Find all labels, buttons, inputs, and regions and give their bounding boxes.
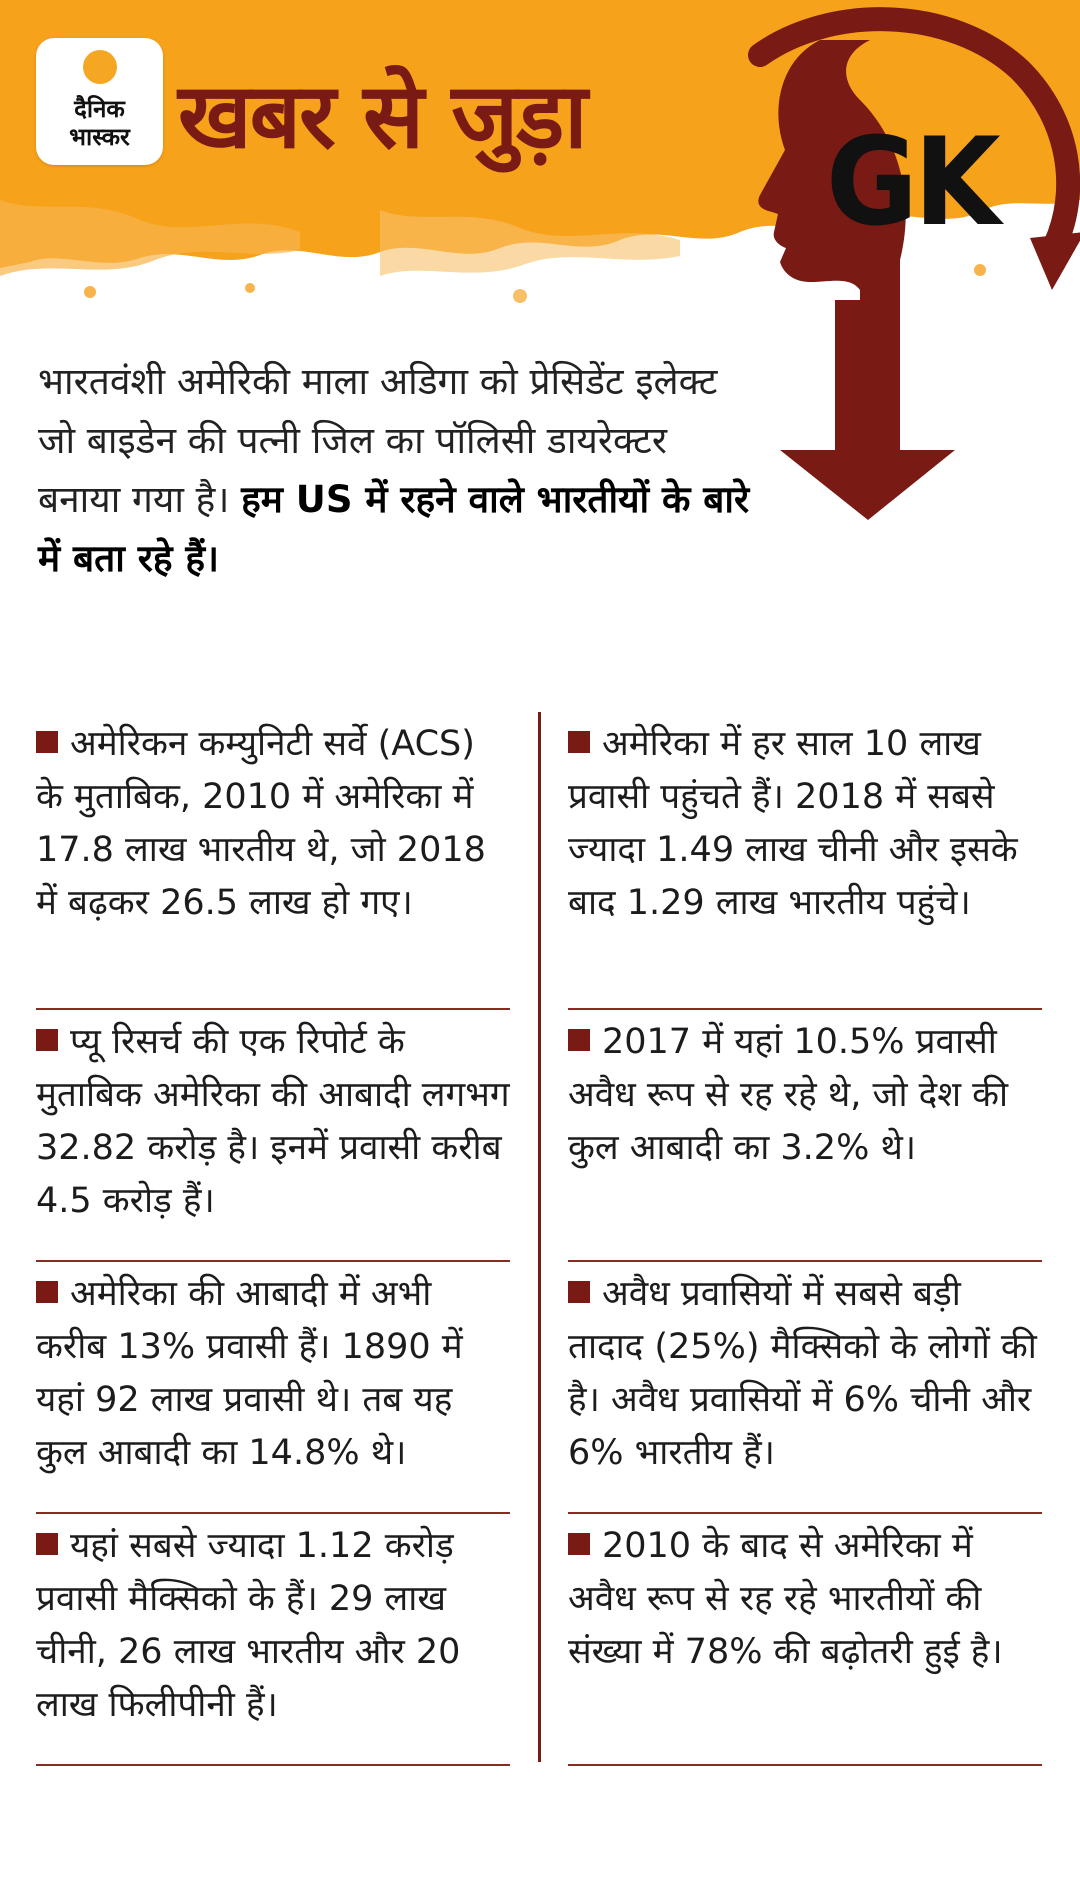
intro-paragraph <box>38 352 758 588</box>
list-item <box>36 1010 510 1262</box>
square-bullet-icon <box>36 1533 58 1555</box>
square-bullet-icon <box>568 1029 590 1051</box>
logo-line-2: भास्कर <box>69 123 130 151</box>
square-bullet-icon <box>568 1281 590 1303</box>
list-item <box>36 712 510 1010</box>
intro-bold-text: हम US में रहने वाले भारतीयों के बारे में बता रहे हैं। <box>38 478 750 580</box>
square-bullet-icon <box>36 1281 58 1303</box>
square-bullet-icon <box>36 1029 58 1051</box>
square-bullet-icon <box>568 731 590 753</box>
page-title: खबर से जुड़ा <box>178 64 586 169</box>
list-item <box>568 1514 1042 1766</box>
sun-icon <box>83 50 117 84</box>
item-text: 2017 में यहां 10.5% प्रवासी अवैध रूप से रह रहे थे, जो देश की कुल आबादी का 3.2% थे। <box>568 1022 1009 1168</box>
item-text: अमेरिकन कम्युनिटी सर्वे (ACS) के मुताबिक, 2010 में अमेरिका में 17.8 लाख भारतीय थे, जो 2018 में बढ़कर 26.5 लाख हो गए। <box>36 724 486 923</box>
logo-line-1: दैनिक <box>74 95 125 123</box>
list-item <box>568 1262 1042 1514</box>
item-text: अमेरिका की आबादी में अभी करीब 13% प्रवासी हैं। 1890 में यहां 92 लाख प्रवासी थे। तब यह कुल आबादी का 14.8% थे। <box>36 1274 463 1473</box>
list-item <box>568 1010 1042 1262</box>
square-bullet-icon <box>568 1533 590 1555</box>
list-item <box>568 712 1042 1010</box>
column-divider <box>538 712 541 1762</box>
right-column <box>568 712 1042 1766</box>
brand-logo[interactable] <box>36 38 163 165</box>
intro-text: भारतवंशी अमेरिकी माला अडिगा को प्रेसिडेंट इलेक्ट जो बाइडेन की पत्नी जिल का पॉलिसी डायरेक्टर बनाया गया है। <box>38 360 718 521</box>
item-text: 2010 के बाद से अमेरिका में अवैध रूप से रह रहे भारतीयों की संख्या में 78% की बढ़ोतरी हुई है। <box>568 1526 1003 1672</box>
item-text: प्यू रिसर्च की एक रिपोर्ट के मुताबिक अमेरिका की आबादी लगभग 32.82 करोड़ है। इनमें प्रवासी करीब 4.5 करोड़ हैं। <box>36 1022 510 1221</box>
left-column <box>36 712 510 1766</box>
item-text: अमेरिका में हर साल 10 लाख प्रवासी पहुंचते हैं। 2018 में सबसे ज्यादा 1.49 लाख चीनी और इसके बाद 1.29 लाख भारतीय पहुंचे। <box>568 724 1018 923</box>
item-text: अवैध प्रवासियों में सबसे बड़ी तादाद (25%) मैक्सिको के लोगों की है। अवैध प्रवासियों में 6% चीनी और 6% भारतीय हैं। <box>568 1274 1037 1473</box>
list-item <box>36 1514 510 1766</box>
list-item <box>36 1262 510 1514</box>
curved-arrow-icon <box>1030 232 1080 290</box>
gk-badge: GK <box>826 112 997 254</box>
square-bullet-icon <box>36 731 58 753</box>
item-text: यहां सबसे ज्यादा 1.12 करोड़ प्रवासी मैक्सिको के हैं। 29 लाख चीनी, 26 लाख भारतीय और 20 लाख फिलीपीनी हैं। <box>36 1526 461 1725</box>
